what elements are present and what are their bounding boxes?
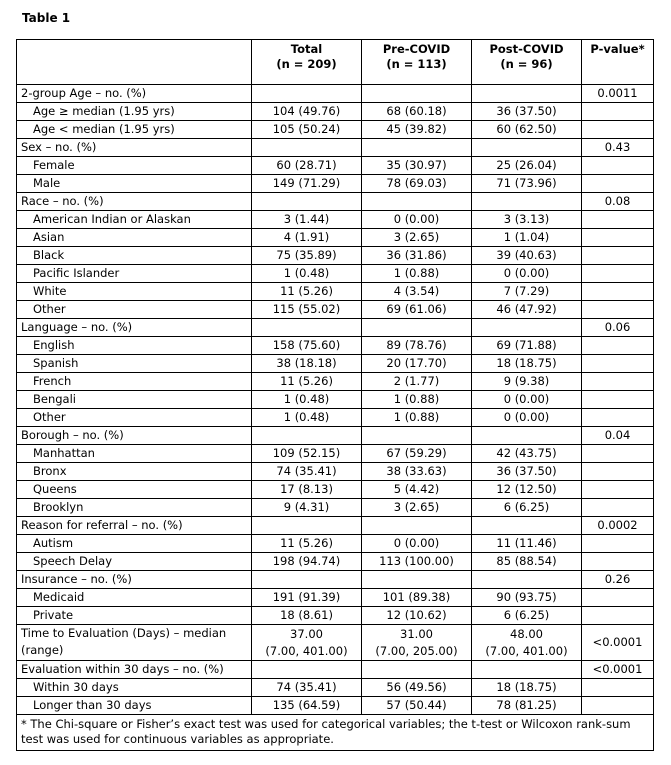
table-row (17, 535, 654, 553)
total-cell: 105 (50.24) (252, 121, 362, 139)
post-covid-cell: 0 (0.00) (472, 409, 582, 427)
p-value-cell (582, 553, 654, 571)
table-row (17, 283, 654, 301)
header-cell-label (17, 40, 252, 85)
pre-covid-cell: 12 (10.62) (362, 607, 472, 625)
table-row (17, 265, 654, 283)
table-group-row (17, 571, 654, 589)
p-value-cell (582, 175, 654, 193)
row-label-cell: Speech Delay (17, 553, 252, 571)
p-value-cell (582, 481, 654, 499)
post-covid-cell (472, 139, 582, 157)
row-label-cell: Longer than 30 days (17, 697, 252, 715)
table-group-row (17, 193, 654, 211)
pre-covid-cell: 31.00 (7.00, 205.00) (362, 625, 472, 661)
pre-covid-cell: 35 (30.97) (362, 157, 472, 175)
row-label-cell: English (17, 337, 252, 355)
p-value-cell (582, 499, 654, 517)
row-label-cell: Reason for referral – no. (%) (17, 517, 252, 535)
header-cell-total: Total (n = 209) (252, 40, 362, 85)
pre-covid-cell: 68 (60.18) (362, 103, 472, 121)
post-covid-cell: 36 (37.50) (472, 103, 582, 121)
row-label-cell: Asian (17, 229, 252, 247)
p-value-cell: <0.0001 (582, 625, 654, 661)
table-row (17, 355, 654, 373)
total-cell: 17 (8.13) (252, 481, 362, 499)
post-covid-cell: 6 (6.25) (472, 607, 582, 625)
p-value-cell (582, 337, 654, 355)
pre-covid-cell: 78 (69.03) (362, 175, 472, 193)
post-covid-cell (472, 571, 582, 589)
row-label-cell: Borough – no. (%) (17, 427, 252, 445)
pre-covid-cell: 1 (0.88) (362, 409, 472, 427)
pre-covid-cell: 1 (0.88) (362, 391, 472, 409)
footnote-row (17, 715, 654, 751)
total-cell (252, 517, 362, 535)
p-value-cell (582, 355, 654, 373)
post-covid-cell (472, 319, 582, 337)
pre-covid-cell: 1 (0.88) (362, 265, 472, 283)
p-value-cell (582, 445, 654, 463)
table-group-row (17, 85, 654, 103)
post-covid-cell: 71 (73.96) (472, 175, 582, 193)
total-cell: 38 (18.18) (252, 355, 362, 373)
p-value-cell (582, 283, 654, 301)
row-label-cell: Autism (17, 535, 252, 553)
table-row (17, 373, 654, 391)
table-group-row (17, 319, 654, 337)
total-cell: 104 (49.76) (252, 103, 362, 121)
total-cell: 18 (8.61) (252, 607, 362, 625)
row-label-cell: White (17, 283, 252, 301)
demographics-table (16, 39, 654, 751)
pre-covid-cell (362, 427, 472, 445)
table-row (17, 463, 654, 481)
post-covid-cell: 9 (9.38) (472, 373, 582, 391)
row-label-cell: Manhattan (17, 445, 252, 463)
post-covid-cell: 18 (18.75) (472, 679, 582, 697)
row-label-cell: 2-group Age – no. (%) (17, 85, 252, 103)
pre-covid-cell (362, 571, 472, 589)
pre-covid-cell: 3 (2.65) (362, 499, 472, 517)
row-label-cell: Queens (17, 481, 252, 499)
header-cell-pre-covid: Pre-COVID (n = 113) (362, 40, 472, 85)
post-covid-cell: 69 (71.88) (472, 337, 582, 355)
total-cell: 135 (64.59) (252, 697, 362, 715)
pre-covid-cell: 38 (33.63) (362, 463, 472, 481)
table-group-row (17, 625, 654, 661)
pre-covid-cell: 2 (1.77) (362, 373, 472, 391)
post-covid-cell (472, 193, 582, 211)
p-value-cell (582, 265, 654, 283)
row-label-cell: Male (17, 175, 252, 193)
p-value-cell (582, 679, 654, 697)
post-covid-cell: 36 (37.50) (472, 463, 582, 481)
table-row (17, 229, 654, 247)
table-row (17, 679, 654, 697)
p-value-cell (582, 121, 654, 139)
total-cell: 149 (71.29) (252, 175, 362, 193)
p-value-cell: 0.43 (582, 139, 654, 157)
post-covid-cell: 3 (3.13) (472, 211, 582, 229)
footnote: * The Chi-square or Fisher’s exact test was used for categorical variables; the t-test or Wilcoxon rank-sum test was used for continuous variables as appropriate. (17, 715, 654, 751)
table-row (17, 445, 654, 463)
p-value-cell: 0.0011 (582, 85, 654, 103)
table-row (17, 481, 654, 499)
table-row (17, 247, 654, 265)
table-row (17, 211, 654, 229)
table-row (17, 697, 654, 715)
p-value-cell (582, 589, 654, 607)
total-cell: 75 (35.89) (252, 247, 362, 265)
pre-covid-cell: 67 (59.29) (362, 445, 472, 463)
table-group-row (17, 427, 654, 445)
post-covid-cell: 42 (43.75) (472, 445, 582, 463)
table-title: Table 1 (22, 11, 71, 25)
p-value-cell (582, 301, 654, 319)
table-row (17, 157, 654, 175)
pre-covid-cell (362, 85, 472, 103)
table-row (17, 337, 654, 355)
p-value-cell (582, 373, 654, 391)
p-value-cell: <0.0001 (582, 661, 654, 679)
p-value-cell: 0.0002 (582, 517, 654, 535)
row-label-cell: Within 30 days (17, 679, 252, 697)
pre-covid-cell: 5 (4.42) (362, 481, 472, 499)
total-cell: 11 (5.26) (252, 373, 362, 391)
table-body (17, 85, 654, 715)
p-value-cell (582, 535, 654, 553)
row-label-cell: Evaluation within 30 days – no. (%) (17, 661, 252, 679)
post-covid-cell (472, 661, 582, 679)
row-label-cell: Insurance – no. (%) (17, 571, 252, 589)
p-value-cell (582, 157, 654, 175)
post-covid-cell: 48.00 (7.00, 401.00) (472, 625, 582, 661)
row-label-cell: Bengali (17, 391, 252, 409)
table-row (17, 409, 654, 427)
total-cell (252, 139, 362, 157)
pre-covid-cell (362, 661, 472, 679)
table-row (17, 499, 654, 517)
p-value-cell: 0.08 (582, 193, 654, 211)
total-cell: 158 (75.60) (252, 337, 362, 355)
table-group-row (17, 139, 654, 157)
table-group-row (17, 517, 654, 535)
row-label-cell: Medicaid (17, 589, 252, 607)
row-label-cell: Spanish (17, 355, 252, 373)
row-label-cell: Brooklyn (17, 499, 252, 517)
pre-covid-cell: 56 (49.56) (362, 679, 472, 697)
post-covid-cell: 39 (40.63) (472, 247, 582, 265)
p-value-cell (582, 463, 654, 481)
post-covid-cell (472, 517, 582, 535)
row-label-cell: Other (17, 409, 252, 427)
table-row (17, 175, 654, 193)
total-cell: 109 (52.15) (252, 445, 362, 463)
total-cell: 11 (5.26) (252, 535, 362, 553)
row-label-cell: Female (17, 157, 252, 175)
header-cell-post-covid: Post-COVID (n = 96) (472, 40, 582, 85)
pre-covid-cell: 69 (61.06) (362, 301, 472, 319)
row-label-cell: Other (17, 301, 252, 319)
total-cell: 4 (1.91) (252, 229, 362, 247)
total-cell: 1 (0.48) (252, 409, 362, 427)
table-row (17, 391, 654, 409)
total-cell: 74 (35.41) (252, 463, 362, 481)
post-covid-cell: 6 (6.25) (472, 499, 582, 517)
total-cell: 9 (4.31) (252, 499, 362, 517)
total-cell: 60 (28.71) (252, 157, 362, 175)
post-covid-cell (472, 427, 582, 445)
total-cell: 11 (5.26) (252, 283, 362, 301)
pre-covid-cell: 4 (3.54) (362, 283, 472, 301)
p-value-cell: 0.04 (582, 427, 654, 445)
row-label-cell: Black (17, 247, 252, 265)
row-label-cell: Private (17, 607, 252, 625)
pre-covid-cell: 45 (39.82) (362, 121, 472, 139)
post-covid-cell: 7 (7.29) (472, 283, 582, 301)
total-cell: 3 (1.44) (252, 211, 362, 229)
total-cell (252, 319, 362, 337)
p-value-cell (582, 391, 654, 409)
post-covid-cell: 0 (0.00) (472, 265, 582, 283)
row-label-cell: Race – no. (%) (17, 193, 252, 211)
pre-covid-cell: 101 (89.38) (362, 589, 472, 607)
pre-covid-cell: 89 (78.76) (362, 337, 472, 355)
post-covid-cell: 0 (0.00) (472, 391, 582, 409)
post-covid-cell: 78 (81.25) (472, 697, 582, 715)
table-row (17, 589, 654, 607)
post-covid-cell: 1 (1.04) (472, 229, 582, 247)
table-row (17, 121, 654, 139)
row-label-cell: Age < median (1.95 yrs) (17, 121, 252, 139)
row-label-cell: French (17, 373, 252, 391)
row-label-cell: Age ≥ median (1.95 yrs) (17, 103, 252, 121)
total-cell: 115 (55.02) (252, 301, 362, 319)
p-value-cell: 0.26 (582, 571, 654, 589)
total-cell: 74 (35.41) (252, 679, 362, 697)
header-row (17, 40, 654, 85)
total-cell: 1 (0.48) (252, 265, 362, 283)
pre-covid-cell: 0 (0.00) (362, 211, 472, 229)
total-cell (252, 193, 362, 211)
total-cell (252, 661, 362, 679)
total-cell (252, 427, 362, 445)
row-label-cell: American Indian or Alaskan (17, 211, 252, 229)
post-covid-cell: 25 (26.04) (472, 157, 582, 175)
pre-covid-cell: 3 (2.65) (362, 229, 472, 247)
total-cell: 191 (91.39) (252, 589, 362, 607)
pre-covid-cell: 36 (31.86) (362, 247, 472, 265)
total-cell (252, 571, 362, 589)
total-cell: 37.00 (7.00, 401.00) (252, 625, 362, 661)
p-value-cell (582, 607, 654, 625)
row-label-cell: Pacific Islander (17, 265, 252, 283)
post-covid-cell: 90 (93.75) (472, 589, 582, 607)
total-cell: 198 (94.74) (252, 553, 362, 571)
p-value-cell (582, 103, 654, 121)
row-label-cell: Language – no. (%) (17, 319, 252, 337)
p-value-cell (582, 247, 654, 265)
p-value-cell: 0.06 (582, 319, 654, 337)
post-covid-cell: 46 (47.92) (472, 301, 582, 319)
total-cell (252, 85, 362, 103)
p-value-cell (582, 229, 654, 247)
post-covid-cell (472, 85, 582, 103)
row-label-cell: Time to Evaluation (Days) – median (range) (17, 625, 252, 661)
post-covid-cell: 18 (18.75) (472, 355, 582, 373)
p-value-cell (582, 697, 654, 715)
pre-covid-cell (362, 517, 472, 535)
p-value-cell (582, 211, 654, 229)
post-covid-cell: 12 (12.50) (472, 481, 582, 499)
table-group-row (17, 661, 654, 679)
header-cell-p-value: P-value* (582, 40, 654, 85)
post-covid-cell: 85 (88.54) (472, 553, 582, 571)
post-covid-cell: 60 (62.50) (472, 121, 582, 139)
table-row (17, 607, 654, 625)
row-label-cell: Bronx (17, 463, 252, 481)
pre-covid-cell: 113 (100.00) (362, 553, 472, 571)
row-label-cell: Sex – no. (%) (17, 139, 252, 157)
pre-covid-cell: 20 (17.70) (362, 355, 472, 373)
table-row (17, 553, 654, 571)
table-row (17, 103, 654, 121)
total-cell: 1 (0.48) (252, 391, 362, 409)
pre-covid-cell: 57 (50.44) (362, 697, 472, 715)
post-covid-cell: 11 (11.46) (472, 535, 582, 553)
pre-covid-cell (362, 139, 472, 157)
pre-covid-cell: 0 (0.00) (362, 535, 472, 553)
table-row (17, 301, 654, 319)
p-value-cell (582, 409, 654, 427)
pre-covid-cell (362, 319, 472, 337)
pre-covid-cell (362, 193, 472, 211)
